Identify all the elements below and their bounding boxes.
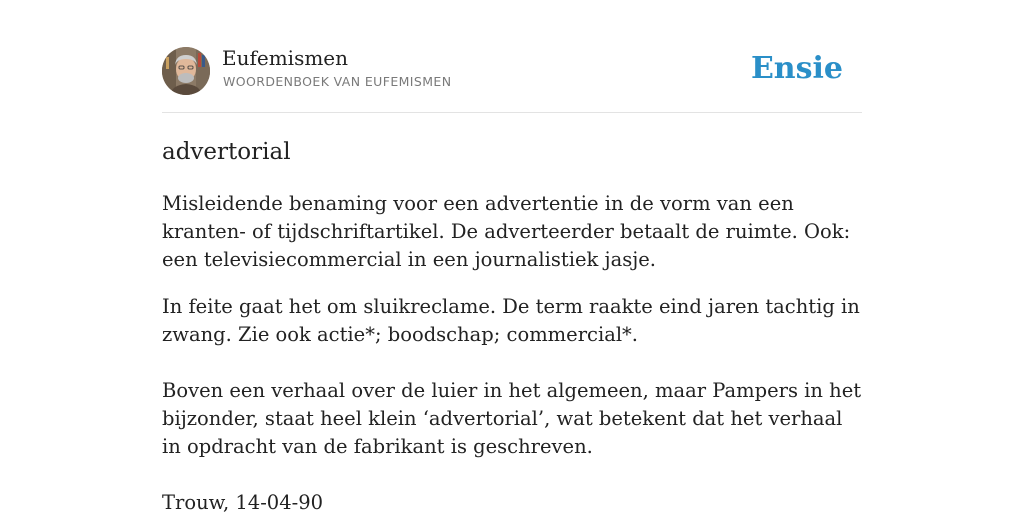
page-container [162,0,862,514]
author-portrait-icon [162,47,210,95]
definition-paragraph: Misleidende benaming voor een advertentie in de vorm van een kranten- of tijdschriftartikel. De adverteerder betaalt de ruimte. Ook: een televisiecommercial in een journalistiek jasje. [162,192,851,271]
quote-source: Trouw, 14-04-90 [162,491,324,514]
header [162,0,862,113]
brand-logo[interactable]: Ensie [750,51,843,86]
author-name[interactable]: Eufemismen [222,46,349,70]
example-quote: Boven een verhaal over de luier in het algemeen, maar Pampers in het bijzonder, staat heel klein ‘advertorial’, wat betekent dat het verhaal in opdracht van de fabrikant is geschreven. [162,379,862,458]
entry-term: advertorial [162,139,291,165]
usage-paragraph: In feite gaat het om sluikreclame. De term raakte eind jaren tachtig in zwang. Zie ook actie*; boodschap; commercial*. [162,295,860,346]
author-subtitle[interactable]: WOORDENBOEK VAN EUFEMISMEN [223,74,452,89]
avatar[interactable] [162,47,210,95]
